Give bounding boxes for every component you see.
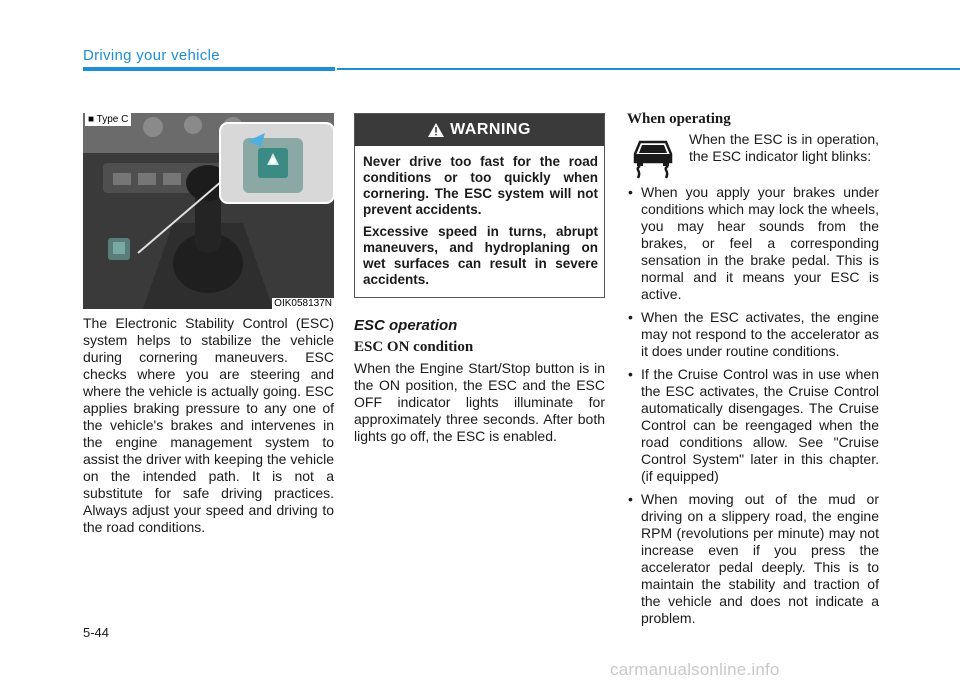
warning-triangle-icon [428, 123, 444, 137]
warning-title: WARNING [450, 121, 531, 138]
list-item: • When the ESC activates, the engine may not respond to the accelerator as it does under routine conditions. [627, 309, 879, 360]
console-illustration [83, 113, 334, 309]
watermark: carmanualsonline.info [610, 660, 780, 679]
warning-box [354, 113, 605, 298]
when-operating-list [627, 184, 879, 633]
when-operating-intro: When the ESC is in operation, the ESC indicator light blinks: [689, 131, 879, 164]
section-header-title: Driving your vehicle [83, 47, 220, 64]
warning-paragraph: Excessive speed in turns, abrupt maneuvers, and hydroplaning on wet surfaces can result in severe accidents. [363, 224, 598, 287]
list-item: • When moving out of the mud or driving on a slippery road, the engine RPM (revolutions per minute) may not increase even if you press the accelerator pedal deeply. This is to maintain the stability and traction of the vehicle and does not indicate a problem. [627, 491, 879, 627]
when-operating-heading: When operating [627, 111, 731, 127]
list-item: • If the Cruise Control was in use when the ESC activates, the Cruise Control automatically disengages. The Cruise Control can be reengaged when the road conditions allow. See "Cruise Control System" later in this chapter. (if equipped) [627, 366, 879, 485]
esc-on-condition-paragraph: When the Engine Start/Stop button is in the ON position, the ESC and the ESC OFF indicator lights illuminate for approximately three seconds. After both lights go off, the ESC is enabled. [354, 360, 605, 444]
page-number: 5-44 [83, 625, 110, 640]
header-rule-thick [83, 67, 335, 71]
warning-body [355, 146, 604, 288]
warning-paragraph: Never drive too fast for the road conditions or too quickly when cornering. The ESC system will not prevent accidents. [363, 154, 598, 217]
esc-on-condition-heading: ESC ON condition [354, 339, 474, 355]
esc-description-paragraph: The Electronic Stability Control (ESC) system helps to stabilize the vehicle during cornering maneuvers. ESC checks where you are steering and where the vehicle is actually going. ESC applies braking pressure to any one of the vehicle's brakes and intervenes in the engine management system to assist the driver with keeping the vehicle on the intended path. It is not a substitute for safe driving practices. Always adjust your speed and driving to the road conditions. [83, 315, 334, 535]
photo-code-label: OIK058137N [274, 298, 332, 309]
list-item: • When you apply your brakes under conditions which may lock the wheels, you may hear sounds from the brakes, or feel a corresponding sensation in the brake pedal. This is normal and it means your ESC is active. [627, 184, 879, 303]
photo-type-label: ■ Type C [85, 113, 131, 126]
header-rule-thin [337, 68, 960, 70]
esc-button-photo [83, 113, 334, 309]
esc-indicator-icon [628, 136, 678, 180]
esc-operation-heading: ESC operation [354, 317, 458, 334]
warning-header [355, 114, 604, 146]
